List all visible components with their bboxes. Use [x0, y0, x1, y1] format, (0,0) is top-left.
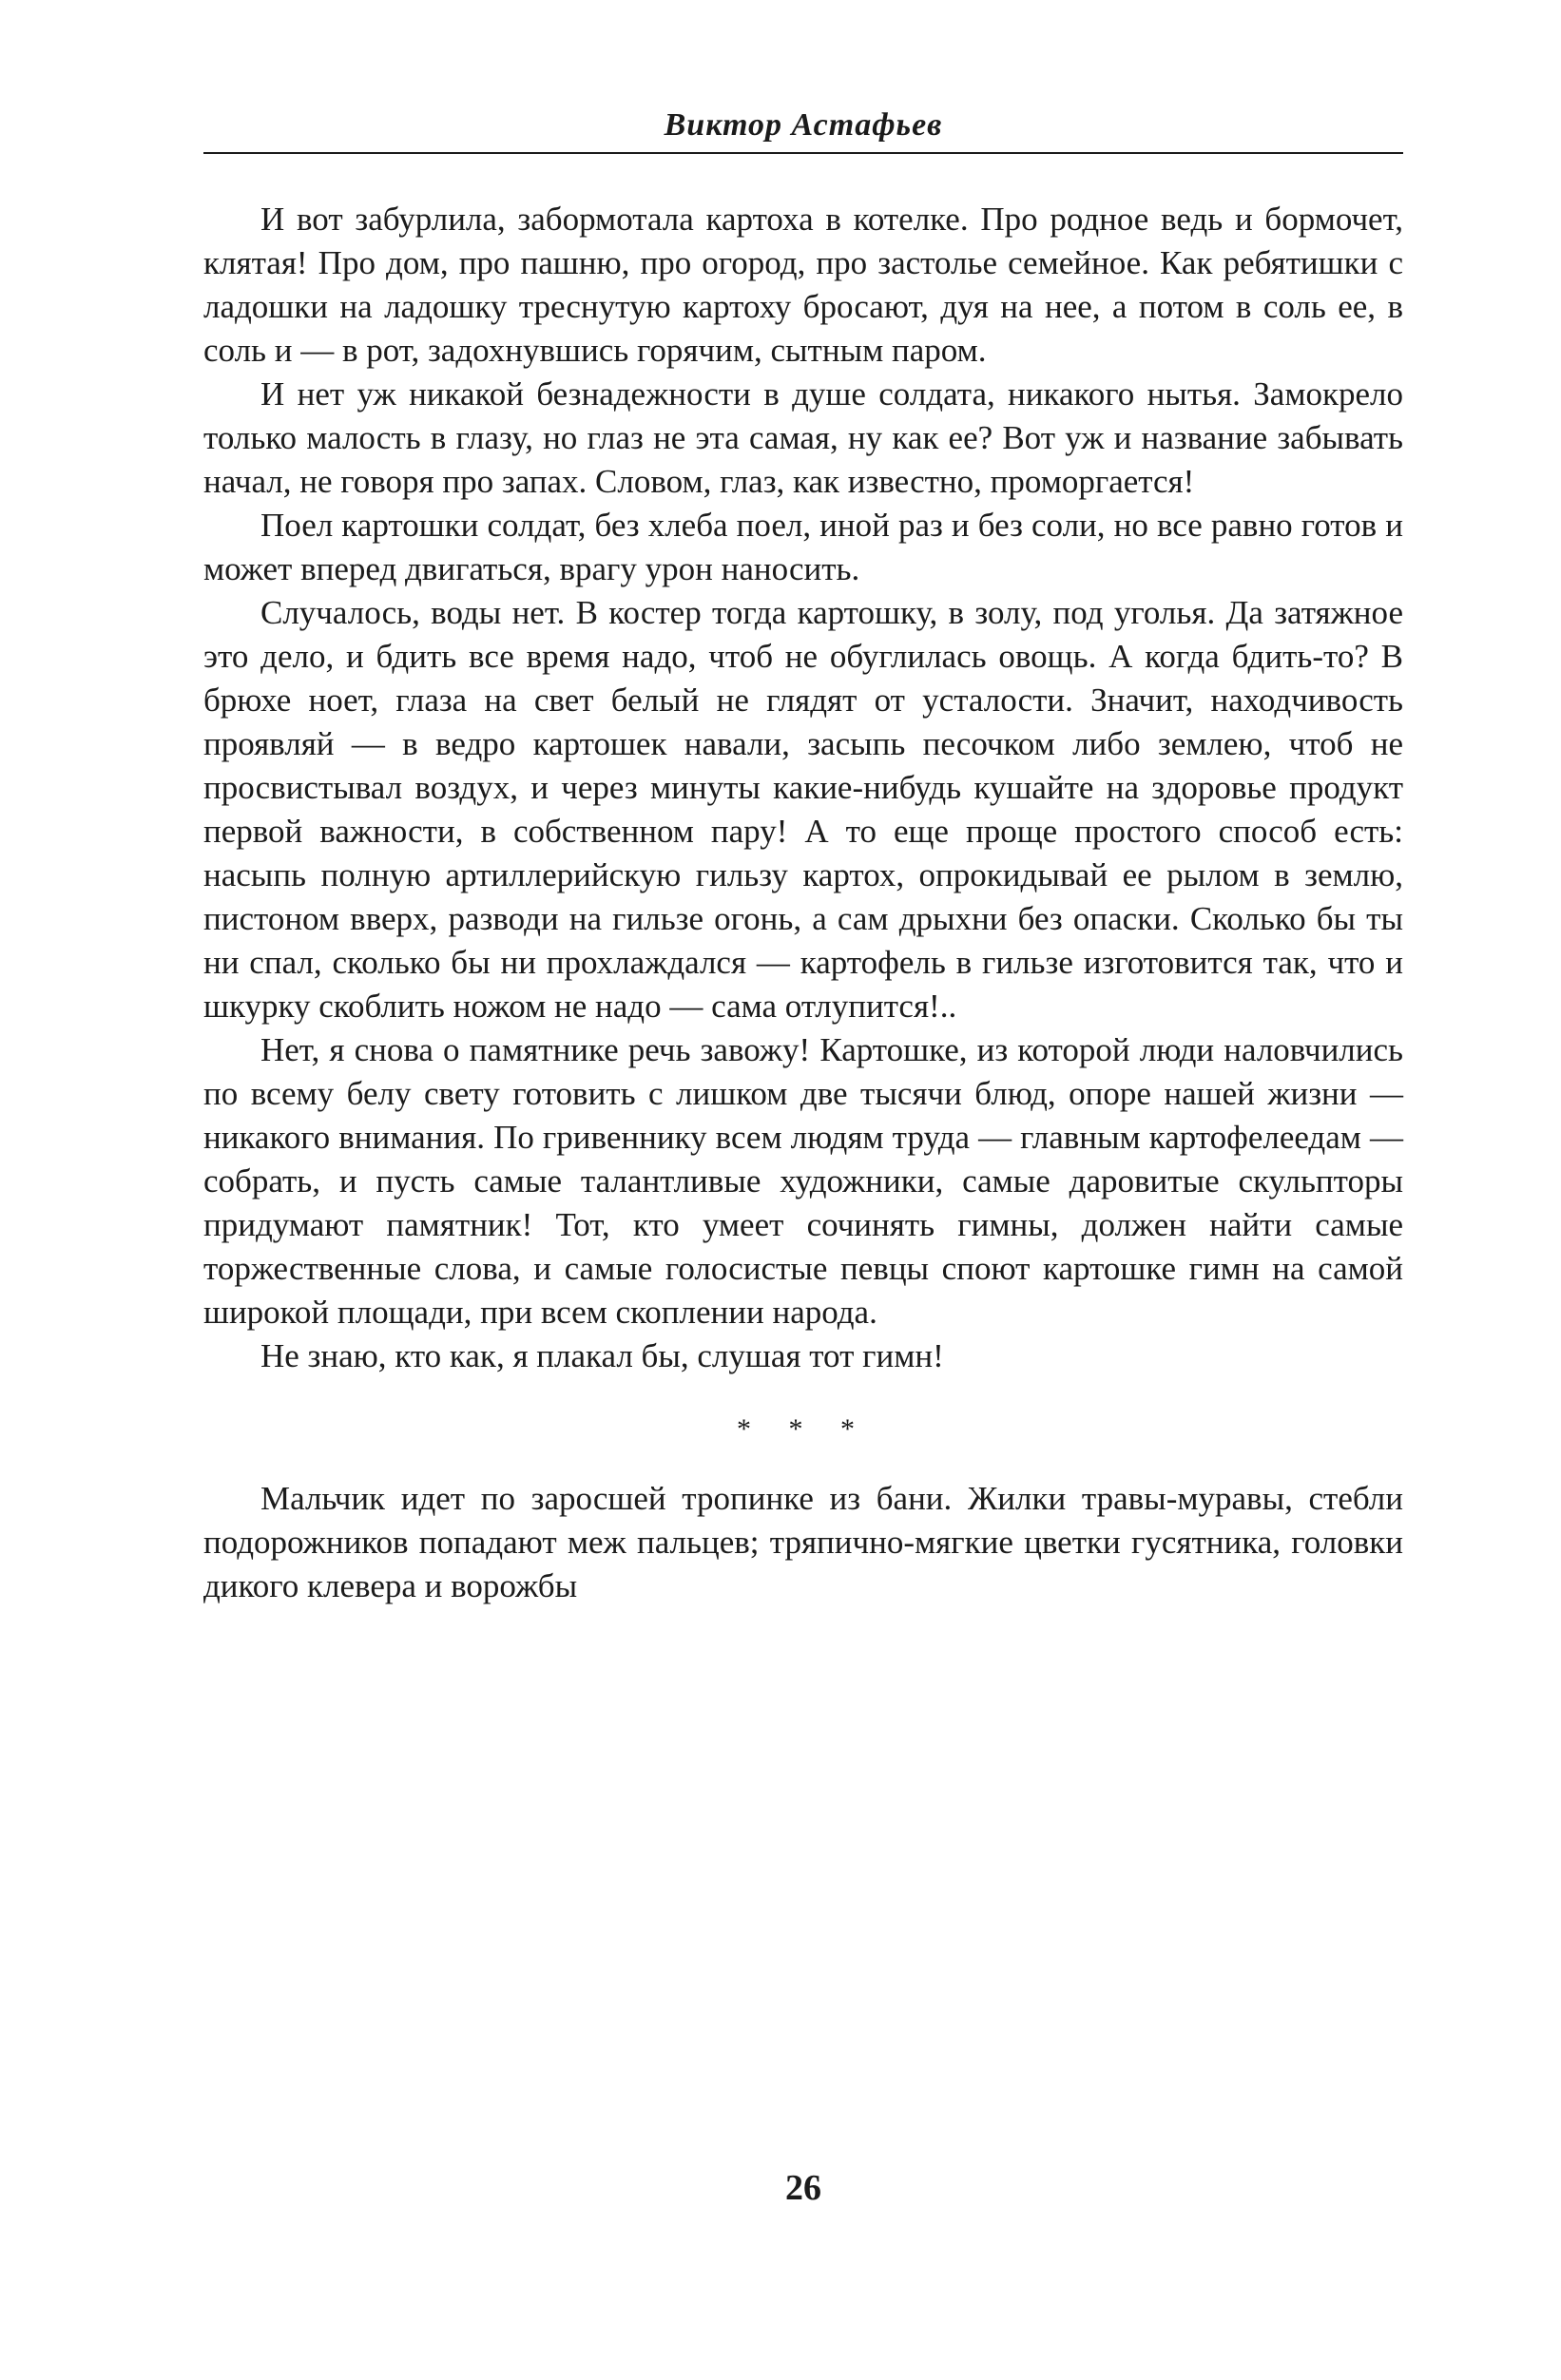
running-head-author: Виктор Астафьев — [664, 107, 943, 143]
paragraph: Мальчик идет по заросшей тропинке из бани. Жилки травы-муравы, стебли подорожников попадают меж пальцев; тряпично-мягкие цветки гусятника, головки дикого клевера и ворожбы — [203, 1480, 1403, 1604]
paragraph: И вот забурлила, забормотала картоха в котелке. Про родное ведь и бормочет, клятая! Про дом, про пашню, про огород, про застолье семейное. Как ребятишки с ладошки на ладошку треснутую картоху бросают, дуя на нее, а потом в соль ее, в соль и — в рот, задохнувшись горячим, сытным паром. — [203, 201, 1403, 369]
paragraph: Не знаю, кто как, я плакал бы, слушая тот гимн! — [260, 1337, 944, 1374]
page-number: 26 — [785, 2168, 821, 2208]
paragraph: Поел картошки солдат, без хлеба поел, иной раз и без соли, но все равно готов и может вперед двигаться, врагу урон наносить. — [203, 507, 1403, 587]
paragraph: Нет, я снова о памятнике речь завожу! Картошке, из которой люди наловчились по всему белу свету готовить с лишком две тысячи блюд, опоре нашей жизни — никакого внимания. По гривеннику всем людям труда — главным картофелеедам — собрать, и пусть самые талантливые художники, самые даровитые скульпторы придумают памятник! Тот, кто умеет сочинять гимны, должен найти самые торжественные слова, и самые голосистые певцы споют картошке гимн на самой широкой площади, при всем скоплении народа. — [203, 1031, 1403, 1331]
paragraph: Случалось, воды нет. В костер тогда картошку, в золу, под уголья. Да затяжное это дело, и бдить все время надо, чтоб не обуглилась овощь. А когда бдить-то? В брюхе ноет, глаза на свет белый не глядят от усталости. Значит, находчивость проявляй — в ведро картошек навали, засыпь песочком либо землею, чтоб не просвистывал воздух, и через минуты какие-нибудь кушайте на здоровье продукт первой важности, в собственном пару! А то еще проще простого способ есть: насыпь полную артиллерийскую гильзу картох, опрокидывай ее рылом в землю, пистоном вверх, разводи на гильзе огонь, а сам дрыхни без опаски. Сколько бы ты ни спал, сколько бы ни прохлаждался — картофель в гильзе изготовится так, что и шкурку скоблить ножом не надо — сама отлупится!.. — [203, 594, 1403, 1025]
section-separator: * * * — [737, 1413, 870, 1445]
book-page — [203, 0, 1403, 2380]
header-rule — [203, 152, 1403, 154]
paragraph: И нет уж никакой безнадежности в душе солдата, никакого нытья. Замокрело только малость в глазу, но глаз не эта самая, ну как ее? Вот уж и название забывать начал, не говоря про запах. Словом, глаз, как известно, проморгается! — [203, 375, 1403, 500]
body-text — [203, 198, 1403, 1608]
